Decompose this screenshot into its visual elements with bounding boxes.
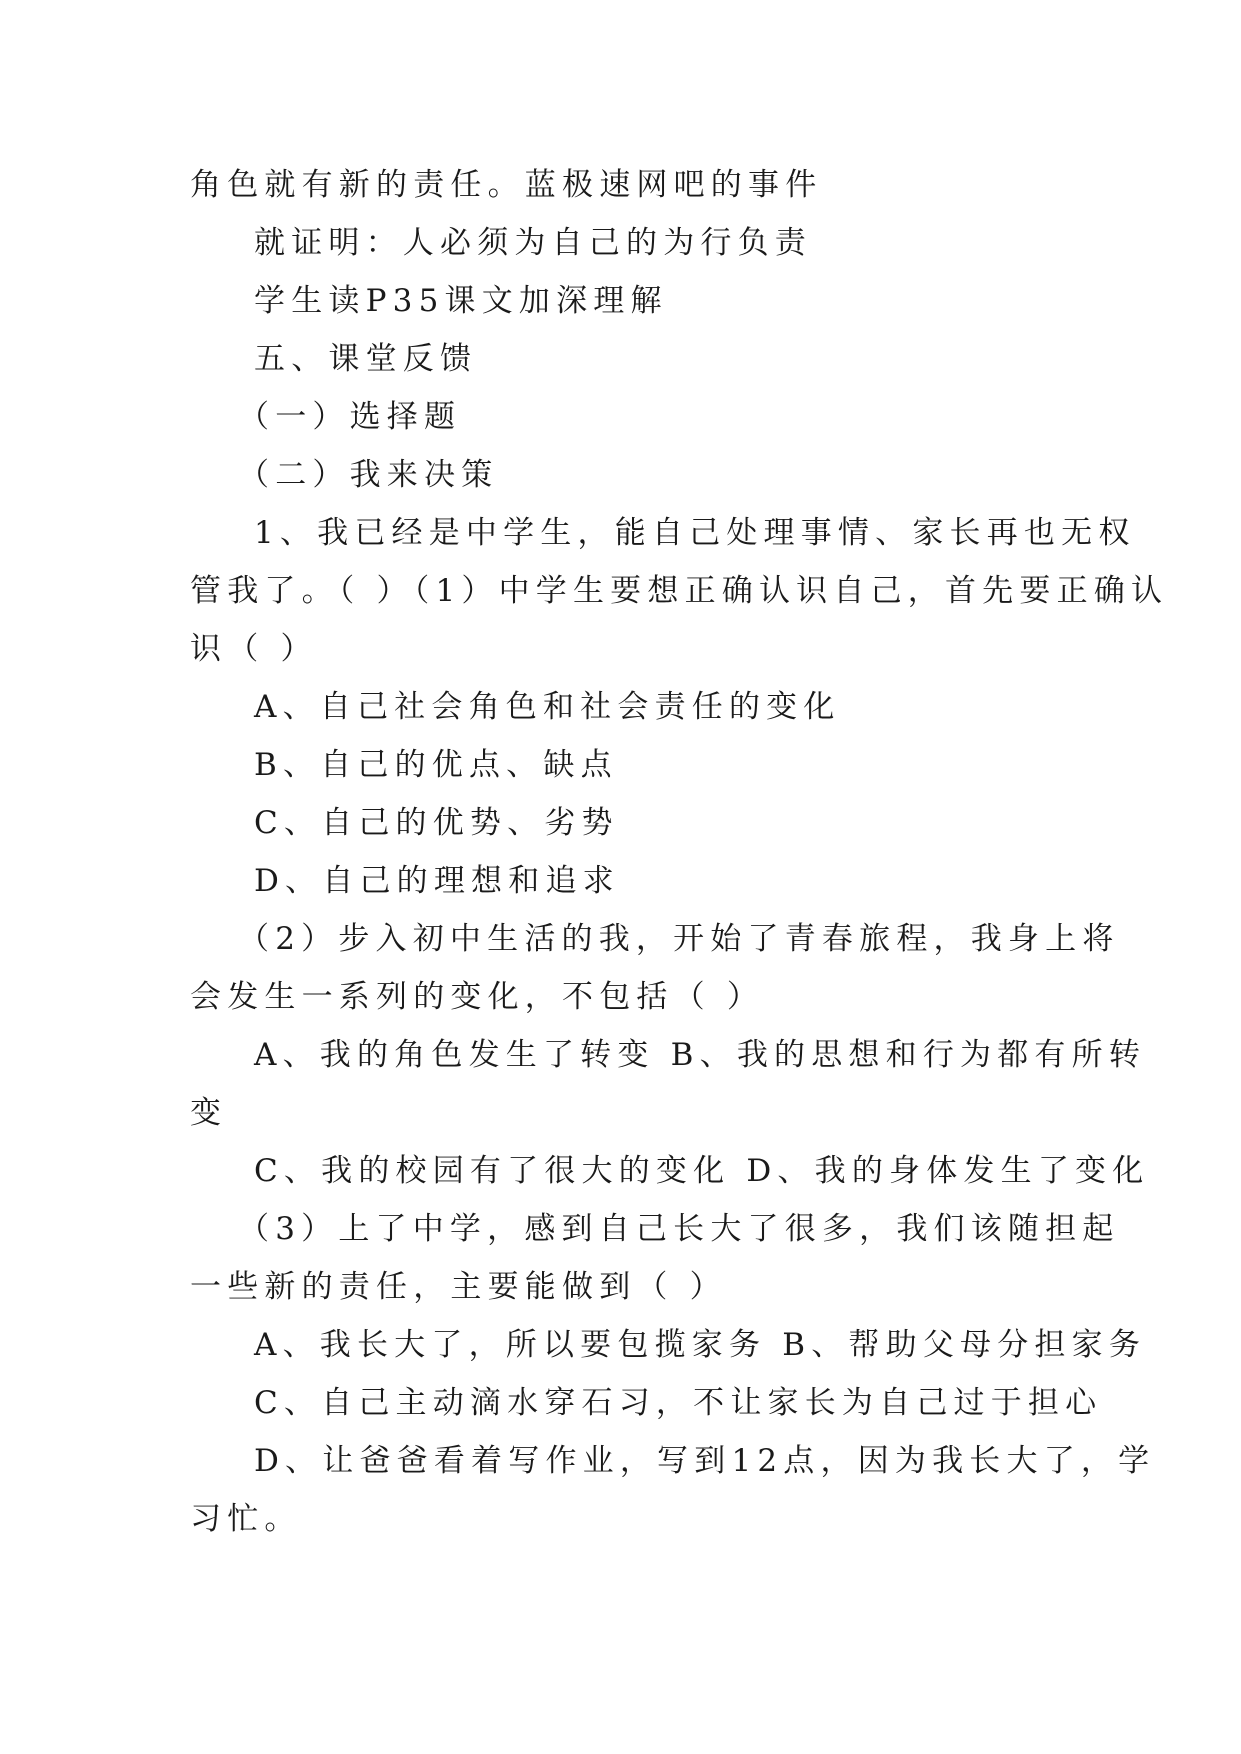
answer-option: C、自己的优势、劣势 bbox=[254, 805, 619, 841]
answer-option: D、让爸爸看着写作业，写到12点，因为我长大了，学 bbox=[254, 1443, 1156, 1479]
answer-option: A、我的角色发生了转变 B、我的思想和行为都有所转 bbox=[254, 1037, 1147, 1073]
question-text: 会发生一系列的变化，不包括（ ） bbox=[190, 979, 765, 1015]
answer-option: A、自己社会角色和社会责任的变化 bbox=[254, 689, 841, 725]
question-text: 一些新的责任，主要能做到（ ） bbox=[190, 1269, 727, 1305]
question-text: 识（ ） bbox=[190, 631, 318, 667]
question-text: （2）步入初中生活的我，开始了青春旅程，我身上将 bbox=[238, 921, 1120, 957]
answer-option: 变 bbox=[190, 1095, 228, 1131]
subsection-heading: （一）选择题 bbox=[238, 399, 462, 435]
subsection-heading: （二）我来决策 bbox=[238, 457, 499, 493]
answer-option: C、我的校园有了很大的变化 D、我的身体发生了变化 bbox=[254, 1153, 1150, 1189]
answer-option: 习忙。 bbox=[190, 1501, 302, 1537]
question-text: 1、我已经是中学生，能自己处理事情、家长再也无权 bbox=[254, 515, 1136, 551]
text-line: 角色就有新的责任。蓝极速网吧的事件 bbox=[190, 167, 823, 203]
document-body bbox=[190, 156, 1169, 1548]
answer-option: D、自己的理想和追求 bbox=[254, 863, 620, 899]
answer-option: A、我长大了，所以要包揽家务 B、帮助父母分担家务 bbox=[254, 1327, 1147, 1363]
question-text: （3）上了中学，感到自己长大了很多，我们该随担起 bbox=[238, 1211, 1120, 1247]
question-text: 管我了。（ ）（1）中学生要想正确认识自己，首先要正确认 bbox=[190, 573, 1169, 609]
section-heading: 五、课堂反馈 bbox=[254, 341, 478, 377]
text-line: 学生读P35课文加深理解 bbox=[254, 283, 668, 319]
answer-option: C、自己主动滴水穿石习，不让家长为自己过于担心 bbox=[254, 1385, 1103, 1421]
answer-option: B、自己的优点、缺点 bbox=[254, 747, 618, 783]
text-line: 就证明：人必须为自己的为行负责 bbox=[254, 225, 812, 261]
